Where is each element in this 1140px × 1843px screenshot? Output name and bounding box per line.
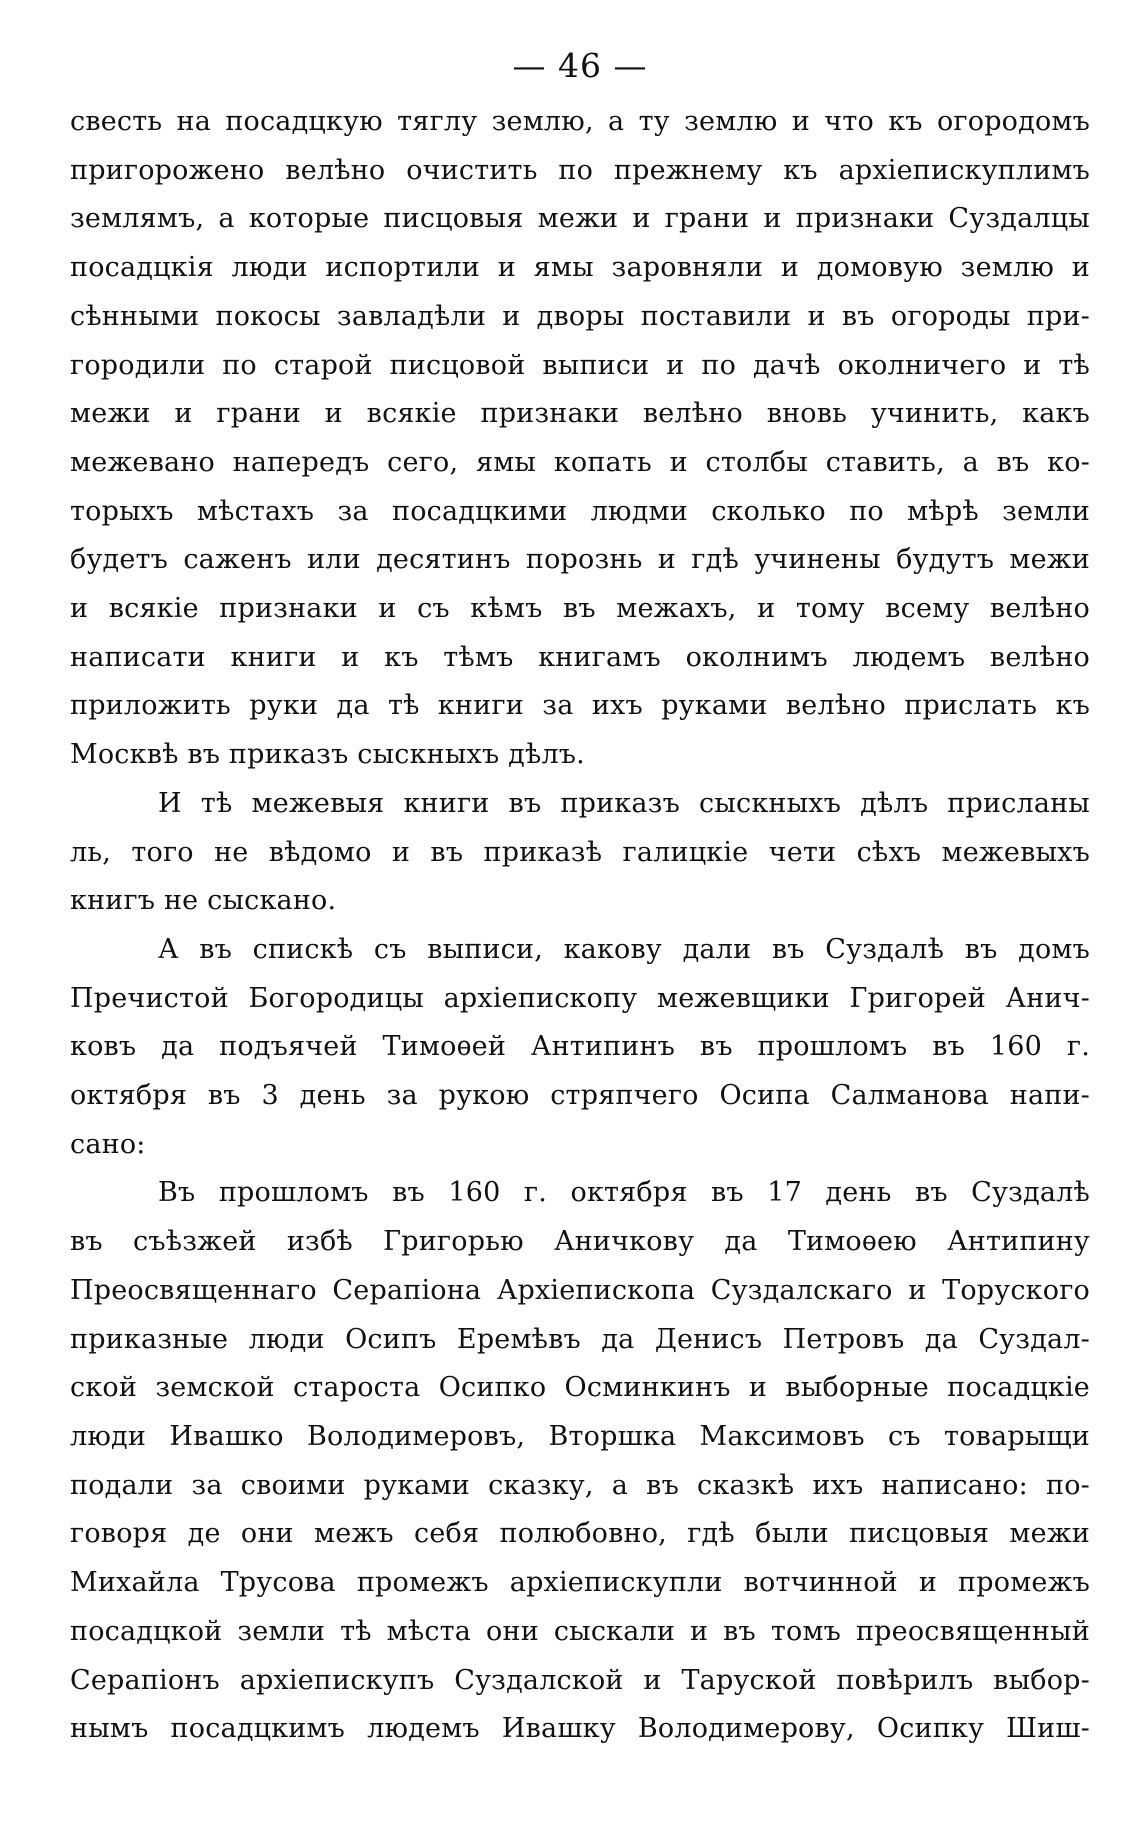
text-line: И тѣ межевыя книги въ приказъ сыскныхъ дѣлъ присланы	[158, 787, 1090, 819]
text-line: межи и грани и всякіе признаки велѣно вновь учинить, какъ	[70, 398, 1090, 430]
text-line: въ съѣзжей избѣ Григорью Аничкову да Тимоѳею Антипину	[70, 1226, 1090, 1258]
text-line: свесть на посадцкую тяглу землю, а ту землю и что къ огородомъ	[70, 106, 1090, 137]
text-line: Михайла Трусова промежъ архіепискупли вотчинной и промежъ	[70, 1567, 1090, 1599]
text-line: сѣнными покосы завладѣли и дворы поставили и въ огороды при-	[70, 300, 1090, 332]
text-line: Серапіонъ архіепискупъ Суздалской и Таруской повѣрилъ выбор-	[70, 1664, 1090, 1696]
text-line: Москвѣ въ приказъ сыскныхъ дѣлъ.	[70, 739, 585, 771]
text-line: межевано напередъ сего, ямы копать и столбы ставить, а въ ко-	[70, 446, 1090, 478]
text-line: сано:	[70, 1128, 146, 1160]
text-line: приложить руки да тѣ книги за ихъ руками велѣно прислать къ	[70, 690, 1090, 722]
text-line: Пречистой Богородицы архіепископу межевщики Григорей Анич-	[70, 982, 1090, 1014]
text-line: землямъ, а которые писцовыя межи и грани и признаки Суздалцы	[70, 203, 1090, 235]
text-line: городили по старой писцовой выписи и по дачѣ околничего и тѣ	[70, 349, 1090, 381]
text-line: октября въ 3 день за рукою стряпчего Осипа Салманова напи-	[70, 1080, 1090, 1112]
text-line: и всякіе признаки и съ кѣмъ въ межахъ, и тому всему велѣно	[70, 593, 1090, 625]
text-line: ль, того не вѣдомо и въ приказѣ галицкіе чети сѣхъ межевыхъ	[70, 836, 1090, 868]
text-line: ковъ да подъячей Тимоѳей Антипинъ въ прошломъ въ 160 г.	[70, 1031, 1090, 1063]
page-number: — 46 —	[512, 46, 648, 85]
text-line: приказные люди Осипъ Еремѣвъ да Денисъ Петровъ да Суздал-	[70, 1323, 1090, 1355]
text-line: торыхъ мѣстахъ за посадцкими людми сколько по мѣрѣ земли	[70, 495, 1090, 527]
document-page	[70, 42, 1090, 1754]
text-line: Въ прошломъ въ 160 г. октября въ 17 день въ Суздалѣ	[158, 1177, 1090, 1209]
text-line: книгъ не сыскано.	[70, 885, 337, 917]
text-line: написати книги и къ тѣмъ книгамъ околнимъ людемъ велѣно	[70, 641, 1090, 673]
text-line: люди Ивашко Володимеровъ, Вторшка Максимовъ съ товарыщи	[70, 1420, 1090, 1452]
text-line: посадцкія люди испортили и ямы заровняли и домовую землю и	[70, 252, 1090, 284]
text-line: посадцкой земли тѣ мѣста они сыскали и въ томъ преосвященный	[70, 1615, 1090, 1647]
paragraph-1	[70, 98, 1090, 780]
text-line: А въ спискѣ съ выписи, какову дали въ Суздалѣ въ домъ	[158, 933, 1090, 965]
paragraph-2	[70, 780, 1090, 926]
text-line: подали за своими руками сказку, а въ сказкѣ ихъ написано: по-	[70, 1469, 1090, 1501]
text-line: будетъ саженъ или десятинъ порознь и гдѣ учинены будутъ межи	[70, 544, 1090, 576]
text-line: нымъ посадцкимъ людемъ Ивашку Володимерову, Осипку Шиш-	[70, 1713, 1090, 1745]
paragraph-4	[70, 1169, 1090, 1753]
text-line: Преосвященнаго Серапіона Архіепископа Суздалскаго и Торуского	[70, 1274, 1090, 1306]
text-line: пригорожено велѣно очистить по прежнему къ архіепискуплимъ	[70, 154, 1090, 186]
text-line: говоря де они межъ себя полюбовно, гдѣ были писцовыя межи	[70, 1518, 1090, 1550]
text-line: ской земской староста Осипко Осминкинъ и выборные посадцкіе	[70, 1372, 1090, 1404]
paragraph-3	[70, 926, 1090, 1170]
